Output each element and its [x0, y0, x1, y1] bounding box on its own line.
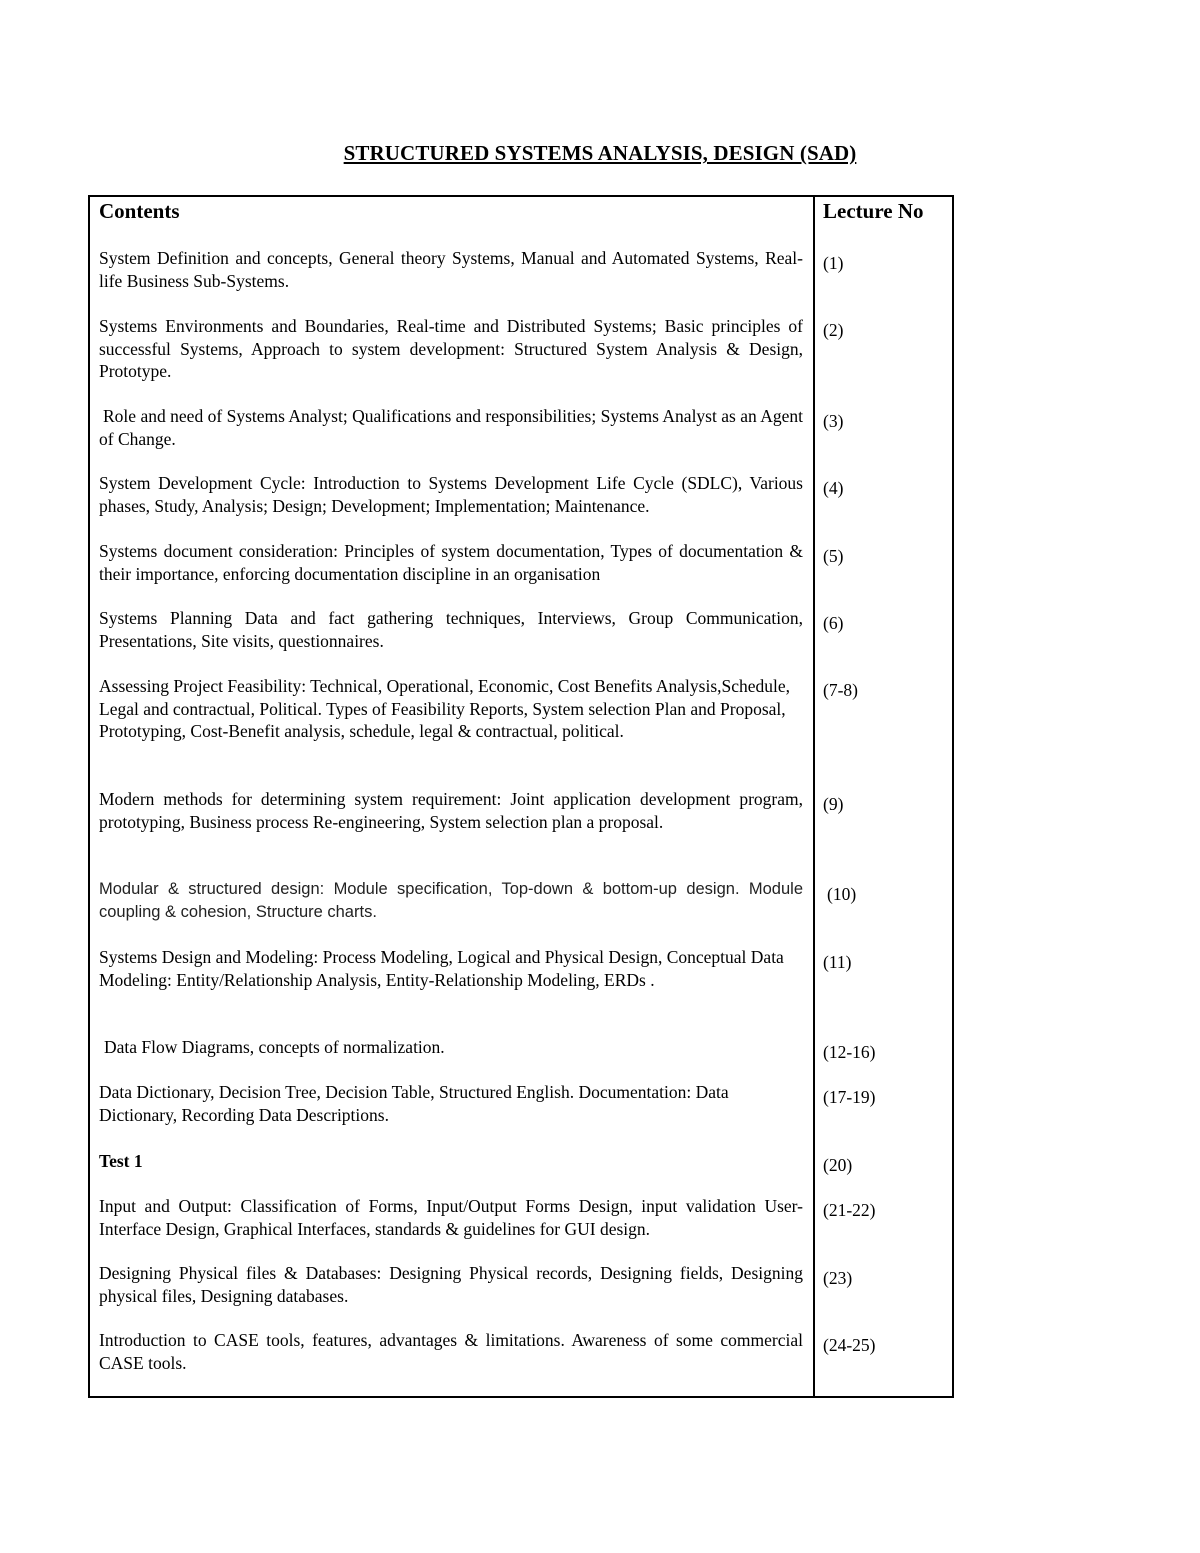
topic-row-3: Role and need of Systems Analyst; Qualifications and responsibilities; Systems Analyst as an Agent of Change.: [99, 406, 803, 449]
lecture-number-11: (12-16): [823, 1042, 876, 1062]
lecture-number-5: (5): [823, 546, 844, 566]
topic-row-12: Data Dictionary, Decision Tree, Decision Table, Structured English. Documentation: Data Dictionary, Recording Data Descriptions.: [99, 1082, 729, 1125]
lecture-column-header: Lecture No: [823, 199, 924, 223]
document-title: STRUCTURED SYSTEMS ANALYSIS, DESIGN (SAD): [343, 141, 857, 165]
lecture-number-6: (6): [823, 613, 844, 633]
lecture-number-15: (23): [823, 1268, 853, 1288]
topic-row-1: System Definition and concepts, General theory Systems, Manual and Automated Systems, Real-life Business Sub-Systems.: [99, 248, 803, 291]
lecture-number-3: (3): [823, 411, 844, 431]
topic-row-14: Input and Output: Classification of Forms, Input/Output Forms Design, input validation User-Interface Design, Graphical Interfaces, standards & guidelines for GUI design.: [99, 1196, 803, 1239]
lecture-number-12: (17-19): [823, 1087, 876, 1107]
contents-column-header: Contents: [99, 199, 180, 223]
contents-table: [88, 195, 954, 1398]
lecture-number-13: (20): [823, 1155, 853, 1175]
topic-row-9: Modular & structured design: Module specification, Top-down & bottom-up design. Module coupling & cohesion, Structure charts.: [99, 880, 803, 921]
topic-row-5: Systems document consideration: Principles of system documentation, Types of documentation & their importance, enforcing documentation discipline in an organisation: [99, 541, 803, 584]
topic-row-4: System Development Cycle: Introduction to Systems Development Life Cycle (SDLC), Various phases, Study, Analysis; Design; Development; Implementation; Maintenance.: [99, 473, 803, 516]
lecture-number-16: (24-25): [823, 1335, 876, 1355]
lecture-number-1: (1): [823, 253, 844, 273]
lecture-number-2: (2): [823, 320, 844, 340]
test-row: Test 1: [99, 1151, 143, 1171]
lecture-number-8: (9): [823, 794, 844, 814]
topic-row-16: Introduction to CASE tools, features, advantages & limitations. Awareness of some commercial CASE tools.: [99, 1330, 803, 1373]
lecture-number-7: (7-8): [823, 680, 858, 700]
topic-row-15: Designing Physical files & Databases: Designing Physical records, Designing fields, Designing physical files, Designing databases.: [99, 1263, 803, 1306]
topic-row-10: Systems Design and Modeling: Process Modeling, Logical and Physical Design, Conceptual Data Modeling: Entity/Relationship Analysis, Entity-Relationship Modeling, ERDs .: [99, 947, 784, 990]
column-divider: [813, 197, 815, 1396]
lecture-number-10: (11): [823, 952, 852, 972]
lecture-number-4: (4): [823, 478, 844, 498]
topic-row-7: Assessing Project Feasibility: Technical, Operational, Economic, Cost Benefits Analysis,Schedule, Legal and contractual, Political. Types of Feasibility Reports, System selection Plan and Proposal, Prototyping, Cost-Benefit analysis, schedule, legal & contractual, political.: [99, 676, 791, 742]
lecture-number-9: (10): [827, 884, 857, 904]
topic-row-2: Systems Environments and Boundaries, Real-time and Distributed Systems; Basic principles of successful Systems, Approach to system development: Structured System Analysis & Design, Prototype.: [99, 316, 803, 382]
lecture-number-14: (21-22): [823, 1200, 876, 1220]
topic-row-8: Modern methods for determining system requirement: Joint application development program, prototyping, Business process Re-engineering, System selection plan a proposal.: [99, 789, 803, 832]
topic-row-11: Data Flow Diagrams, concepts of normalization.: [104, 1037, 445, 1057]
topic-row-6: Systems Planning Data and fact gathering techniques, Interviews, Group Communication, Presentations, Site visits, questionnaires.: [99, 608, 803, 651]
